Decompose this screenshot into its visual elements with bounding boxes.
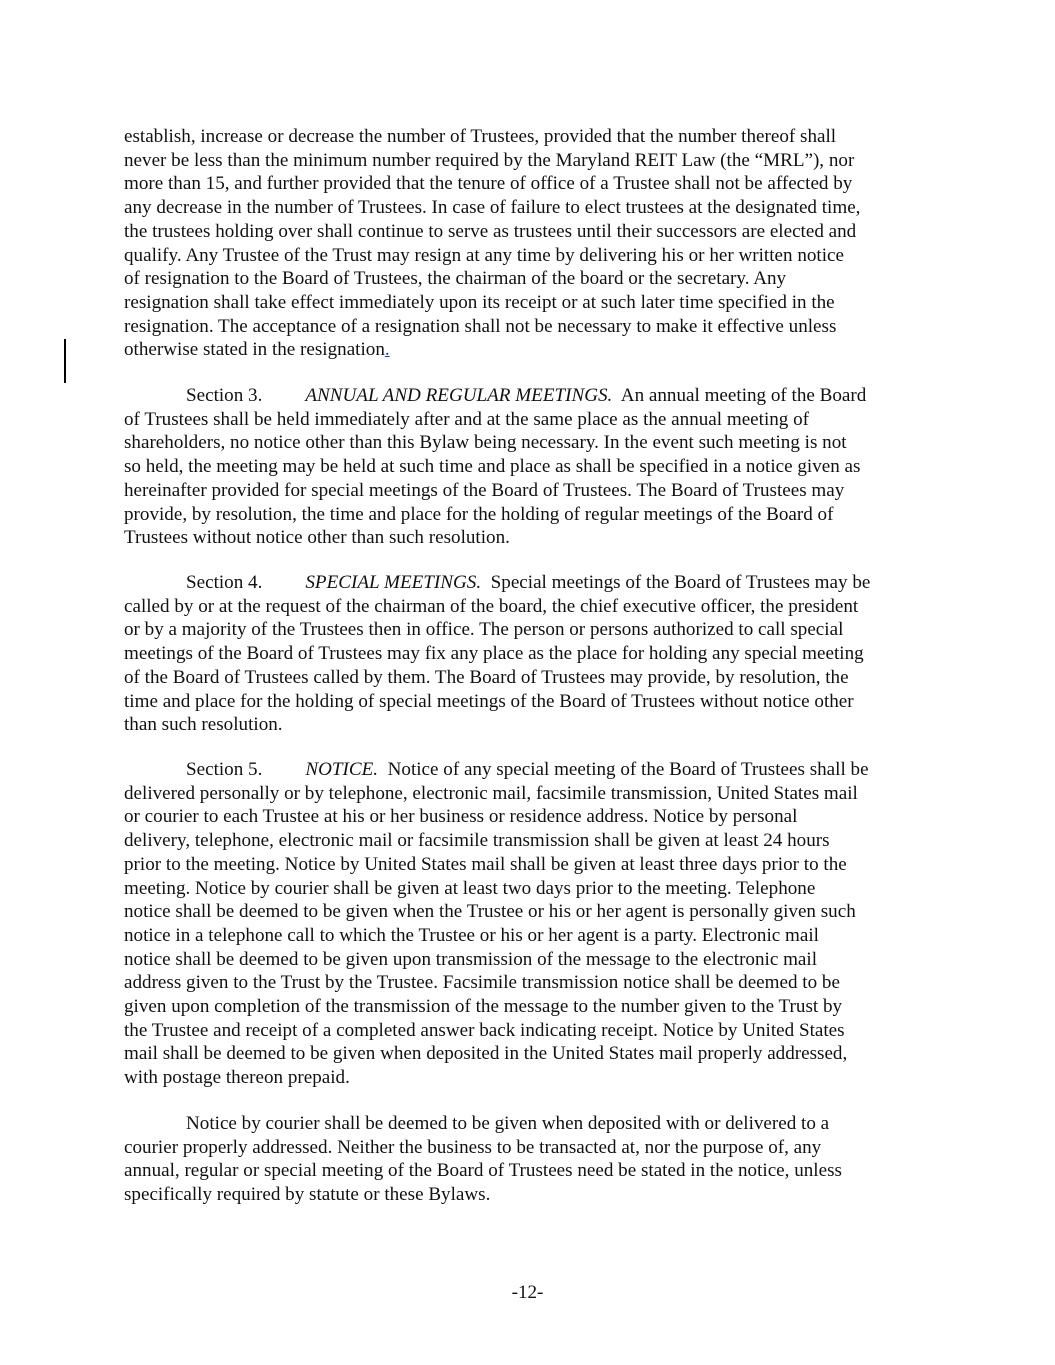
section-heading-line (124, 758, 936, 782)
paragraph-trustee-number (124, 125, 936, 362)
text-line (124, 338, 936, 362)
text-line: more than 15, and further provided that the tenure of office of a Trustee shall not be affected by (124, 173, 853, 195)
text-line: resignation shall take effect immediately upon its receipt or at such later time specified in the (124, 291, 835, 313)
section-number: Section 5. (186, 759, 263, 780)
text-line: time and place for the holding of special meetings of the Board of Trustees without notice other (124, 690, 854, 712)
text-line: of Trustees shall be held immediately after and at the same place as the annual meeting of (124, 408, 810, 430)
text-line: of resignation to the Board of Trustees, the chairman of the board or the secretary. Any (124, 268, 787, 290)
first-line-text: Notice by courier shall be deemed to be given when deposited with or delivered to a (186, 1113, 830, 1134)
inserted-period: . (384, 339, 390, 361)
section-4-special-meetings (124, 571, 936, 737)
text-line: or courier to each Trustee at his or her business or residence address. Notice by personal (124, 806, 798, 828)
section-heading: SPECIAL MEETINGS. (305, 572, 482, 593)
text-line: of the Board of Trustees called by them. The Board of Trustees may provide, by resolution, the (124, 666, 849, 688)
text-line: any decrease in the number of Trustees. In case of failure to elect trustees at the designated time, (124, 197, 861, 219)
text-line: or by a majority of the Trustees then in office. The person or persons authorized to call special (124, 619, 844, 641)
text-line: courier properly addressed. Neither the business to be transacted at, nor the purpose of, any (124, 1136, 822, 1158)
text-line: shareholders, no notice other than this Bylaw being necessary. In the event such meeting is not (124, 432, 847, 454)
text-line: the Trustee and receipt of a completed answer back indicating receipt. Notice by United States (124, 1019, 845, 1041)
text-line: Notice of any special meeting of the Board of Trustees shall be (378, 759, 869, 780)
text-line: resignation. The acceptance of a resignation shall not be necessary to make it effective unless (124, 315, 837, 337)
text-line: meeting. Notice by courier shall be given at least two days prior to the meeting. Telephone (124, 877, 816, 899)
revision-change-bar (64, 339, 66, 383)
text-line: given upon completion of the transmission of the message to the number given to the Trust by (124, 996, 843, 1018)
page-number: -12- (511, 1282, 544, 1303)
text-line: address given to the Trust by the Trustee. Facsimile transmission notice shall be deemed to be (124, 972, 840, 994)
text-line: the trustees holding over shall continue to serve as trustees until their successors are elected and (124, 220, 857, 242)
last-line-text: otherwise stated in the resignation (124, 339, 385, 361)
text-line: prior to the meeting. Notice by United States mail shall be given at least three days prior to the (124, 853, 847, 875)
text-line (124, 1112, 936, 1136)
text-line: An annual meeting of the Board (612, 385, 867, 406)
section-3-annual-regular-meetings (124, 384, 936, 550)
text-line: with postage thereon prepaid. (124, 1067, 350, 1089)
text-line: Trustees without notice other than such resolution. (124, 527, 510, 549)
text-line: Special meetings of the Board of Trustees may be (481, 572, 871, 593)
text-line: mail shall be deemed to be given when deposited in the United States mail properly addressed, (124, 1043, 848, 1065)
section-heading-line (124, 384, 936, 408)
section-heading: NOTICE. (305, 759, 379, 780)
section-5-notice (124, 758, 936, 1090)
text-line: notice shall be deemed to be given upon transmission of the message to the electronic mail (124, 948, 818, 970)
text-line: qualify. Any Trustee of the Trust may resign at any time by delivering his or her written notice (124, 244, 844, 266)
text-line: delivery, telephone, electronic mail or facsimile transmission shall be given at least 24 hours (124, 830, 830, 852)
text-line: annual, regular or special meeting of the Board of Trustees need be stated in the notice, unless (124, 1160, 842, 1182)
text-line: establish, increase or decrease the number of Trustees, provided that the number thereof shall (124, 126, 837, 147)
text-line: notice shall be deemed to be given when the Trustee or his or her agent is personally given such (124, 901, 856, 923)
text-line: than such resolution. (124, 714, 283, 736)
text-line: delivered personally or by telephone, electronic mail, facsimile transmission, United States mail (124, 782, 858, 804)
section-heading-line (124, 571, 936, 595)
text-line: notice in a telephone call to which the Trustee or his or her agent is a party. Electronic mail (124, 924, 819, 946)
text-line: hereinafter provided for special meetings of the Board of Trustees. The Board of Trustees may (124, 479, 845, 501)
text-line: so held, the meeting may be held at such time and place as shall be specified in a notice given as (124, 456, 861, 478)
text-line: specifically required by statute or these Bylaws. (124, 1184, 491, 1206)
section-heading: ANNUAL AND REGULAR MEETINGS. (305, 385, 613, 406)
text-line: meetings of the Board of Trustees may fix any place as the place for holding any special meeting (124, 643, 864, 665)
paragraph-courier-notice (124, 1112, 936, 1207)
text-line: never be less than the minimum number required by the Maryland REIT Law (the “MRL”), nor (124, 149, 855, 171)
section-number: Section 4. (186, 572, 263, 593)
text-line: called by or at the request of the chairman of the board, the chief executive officer, the president (124, 595, 859, 617)
section-number: Section 3. (186, 385, 263, 406)
text-line: provide, by resolution, the time and place for the holding of regular meetings of the Board of (124, 503, 834, 525)
